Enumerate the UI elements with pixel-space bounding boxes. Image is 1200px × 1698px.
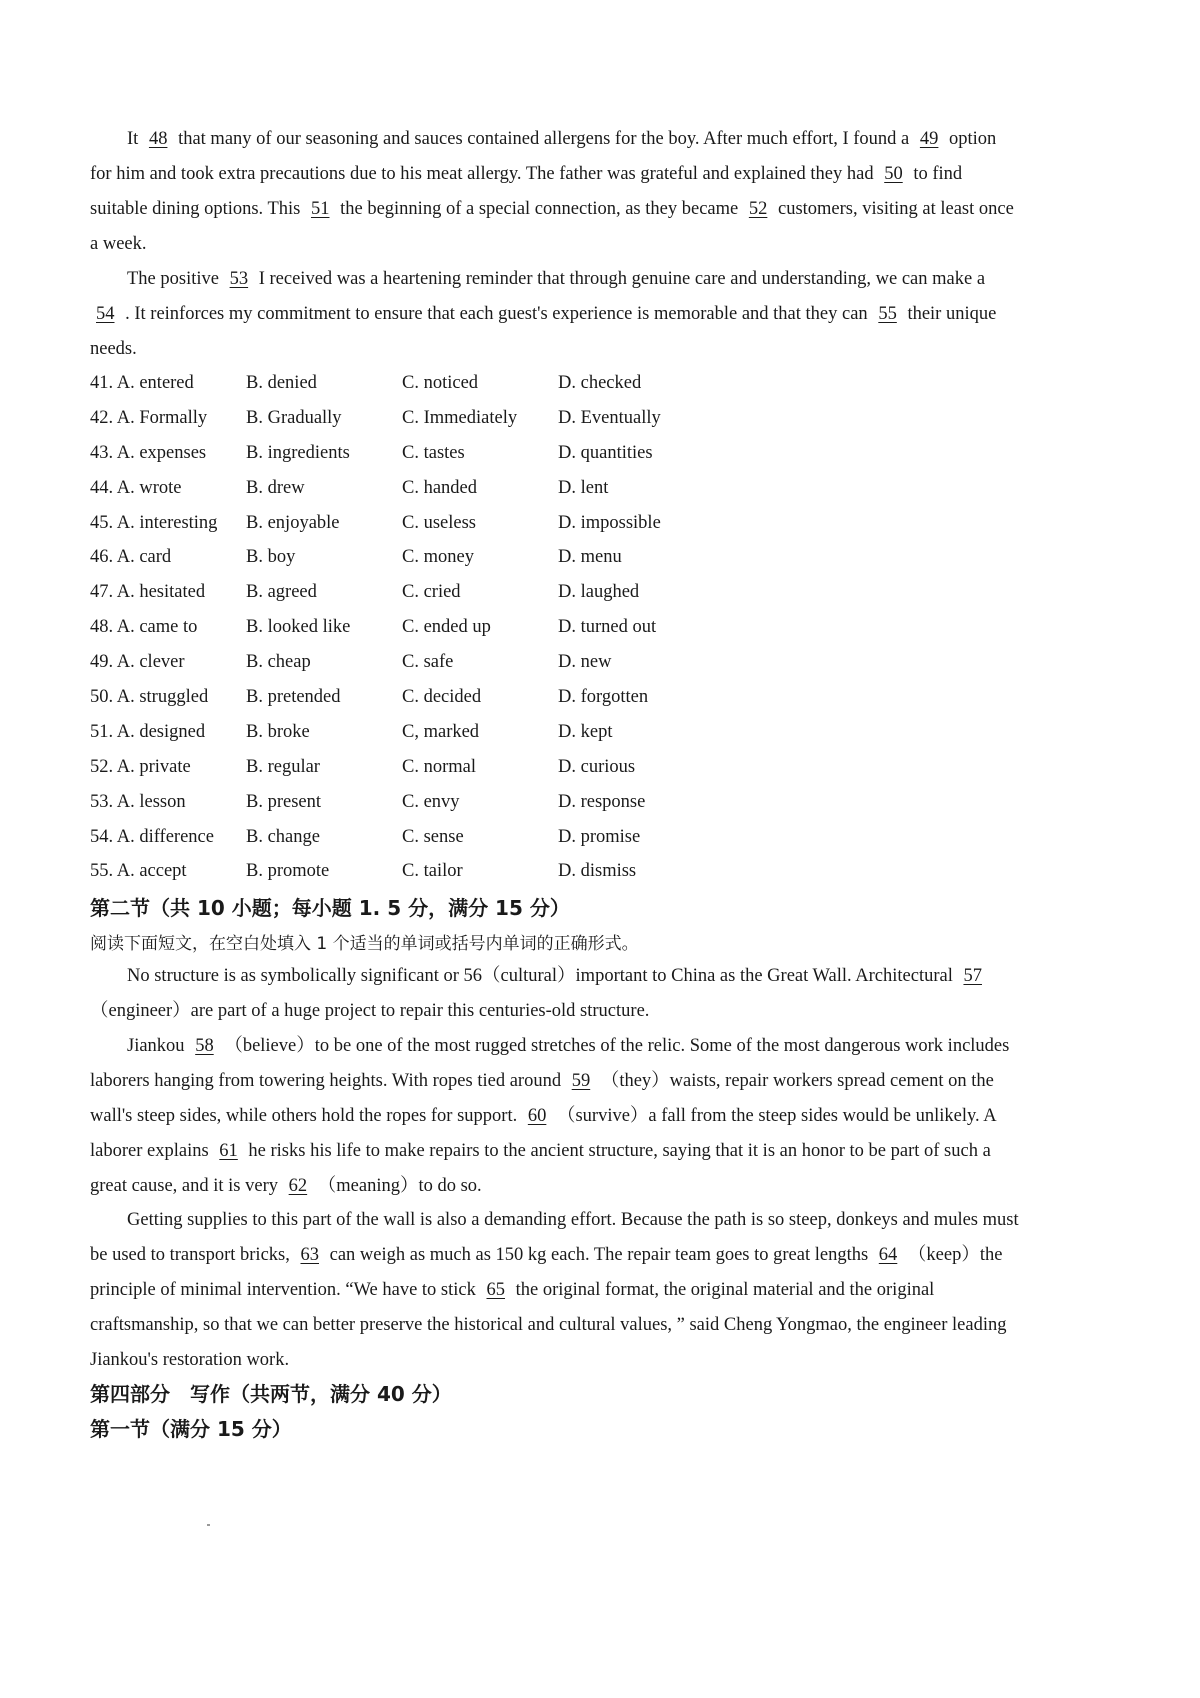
option-c: C. decided <box>402 686 482 707</box>
option-row <box>90 506 718 541</box>
option-row <box>90 645 718 680</box>
blank-59: 59 <box>571 1071 591 1091</box>
option-c: C. cried <box>402 582 461 603</box>
option-row <box>90 610 718 645</box>
blank-49: 49 <box>919 129 939 149</box>
option-a: 52. A. private <box>90 756 191 777</box>
option-b: B. cheap <box>246 652 311 673</box>
answer-options-table <box>90 366 718 889</box>
option-d: D. quantities <box>558 442 653 463</box>
option-d: D. turned out <box>558 617 657 638</box>
option-c: C. envy <box>402 791 460 812</box>
part-4-section-1-heading: 第一节（满分 15 分） <box>90 1417 292 1441</box>
option-b: B. change <box>246 826 320 847</box>
option-b: B. broke <box>246 721 310 742</box>
option-d: D. dismiss <box>558 861 637 882</box>
blank-54: 54 <box>96 304 115 324</box>
option-c: C. tailor <box>402 861 463 882</box>
option-a: 47. A. hesitated <box>90 582 206 603</box>
option-b: B. ingredients <box>246 442 350 463</box>
option-d: D. promise <box>558 826 641 847</box>
option-row <box>90 785 718 820</box>
option-a: 54. A. difference <box>90 826 214 847</box>
option-c: C, marked <box>402 721 480 742</box>
option-row <box>90 820 718 855</box>
option-a: 42. A. Formally <box>90 407 208 428</box>
option-b: B. agreed <box>246 582 317 603</box>
option-a: 55. A. accept <box>90 861 187 882</box>
option-a: 45. A. interesting <box>90 512 218 533</box>
option-d: D. menu <box>558 547 622 568</box>
option-c: C. noticed <box>402 372 479 393</box>
option-c: C. sense <box>402 826 464 847</box>
option-c: C. safe <box>402 652 454 673</box>
option-b: B. promote <box>246 861 330 882</box>
section-2-heading: 第二节（共 10 小题；每小题 1. 5 分，满分 15 分） <box>90 896 570 920</box>
page-mark <box>207 1524 210 1526</box>
blank-58: 58 <box>195 1036 214 1056</box>
blank-52: 52 <box>748 199 768 219</box>
option-row <box>90 715 718 750</box>
grammar-paragraph-1: No structure is as symbolically significant or 56（cultural）important to China as the Great Wall. Architectural 57 （engineer）are part of a huge project to repair this centuries-old structure. <box>90 959 1020 1029</box>
option-row <box>90 366 718 401</box>
option-d: D. curious <box>558 756 636 777</box>
blank-51: 51 <box>310 199 330 219</box>
option-row <box>90 854 718 889</box>
option-d: D. kept <box>558 721 613 742</box>
option-c: C. useless <box>402 512 476 533</box>
option-b: B. present <box>246 791 322 812</box>
blank-53: 53 <box>229 269 249 289</box>
option-a: 53. A. lesson <box>90 791 186 812</box>
option-b: B. regular <box>246 756 320 777</box>
grammar-paragraph-2: Jiankou 58 （believe）to be one of the most rugged stretches of the relic. Some of the most dangerous work includes laborers hanging from towering heights. With ropes tied around 59 （they）waists, repair workers spread cement on the wall's steep sides, while others hold the ropes for support. 60 （survive）a fall from the steep sides would be unlikely. A laborer explains 61 he risks his life to make repairs to the ancient structure, saying that it is an honor to be part of such a great cause, and it is very 62 （meaning）to do so. <box>90 1029 1020 1204</box>
option-d: D. Eventually <box>558 407 661 428</box>
grammar-paragraph-3: Getting supplies to this part of the wall is also a demanding effort. Because the path is so steep, donkeys and mules must be used to transport bricks, 63 can weigh as much as 150 kg each. The repair team goes to great lengths 64 （keep）the principle of minimal intervention. “We have to stick 65 the original format, the original material and the original craftsmanship, so that we can better preserve the historical and cultural values, ” said Cheng Yongmao, the engineer leading Jiankou's restoration work. <box>90 1210 1019 1370</box>
option-c: C. handed <box>402 477 478 498</box>
option-d: D. lent <box>558 477 609 498</box>
option-b: B. Gradually <box>246 407 342 428</box>
option-row <box>90 540 718 575</box>
blank-64: 64 <box>878 1245 898 1265</box>
option-d: D. checked <box>558 372 642 393</box>
option-row <box>90 575 718 610</box>
option-b: B. looked like <box>246 617 351 638</box>
option-a: 51. A. designed <box>90 721 206 742</box>
option-row <box>90 401 718 436</box>
blank-62: 62 <box>288 1176 308 1196</box>
passage-paragraph-2: The positive 53 I received was a heartening reminder that through genuine care and understanding, we can make a 54 . It reinforces my commitment to ensure that each guest's experience is memorable and that they can 55 their unique needs. <box>90 262 1020 367</box>
option-a: 46. A. card <box>90 547 172 568</box>
option-b: B. denied <box>246 372 317 393</box>
section-2-instruction: 阅读下面短文，在空白处填入 1 个适当的单词或括号内单词的正确形式。 <box>90 934 639 954</box>
option-b: B. boy <box>246 547 296 568</box>
option-a: 48. A. came to <box>90 617 198 638</box>
option-c: C. money <box>402 547 474 568</box>
option-a: 44. A. wrote <box>90 477 182 498</box>
blank-61: 61 <box>219 1141 238 1161</box>
blank-57: 57 <box>963 966 982 986</box>
blank-48: 48 <box>148 129 168 149</box>
option-row <box>90 750 718 785</box>
part-4-heading: 第四部分 写作（共两节，满分 40 分） <box>90 1382 452 1406</box>
option-d: D. laughed <box>558 582 640 603</box>
option-b: B. enjoyable <box>246 512 340 533</box>
blank-60: 60 <box>527 1106 547 1126</box>
option-row <box>90 471 718 506</box>
option-b: B. drew <box>246 477 305 498</box>
option-row <box>90 680 718 715</box>
option-d: D. response <box>558 791 646 812</box>
option-c: C. ended up <box>402 617 491 638</box>
option-c: C. Immediately <box>402 407 518 428</box>
option-a: 49. A. clever <box>90 652 185 673</box>
option-d: D. impossible <box>558 512 661 533</box>
passage-paragraph-1: It 48 that many of our seasoning and sauces contained allergens for the boy. After much effort, I found a 49 option for him and took extra precautions due to his meat allergy. The father was grateful and explained they had 50 to find suitable dining options. This 51 the beginning of a special connection, as they became 52 customers, visiting at least once a week. <box>90 122 1020 262</box>
blank-65: 65 <box>486 1280 505 1300</box>
option-row <box>90 436 718 471</box>
option-d: D. forgotten <box>558 686 649 707</box>
option-a: 41. A. entered <box>90 372 194 393</box>
option-c: C. tastes <box>402 442 465 463</box>
option-d: D. new <box>558 652 612 673</box>
option-c: C. normal <box>402 756 476 777</box>
blank-50: 50 <box>884 164 903 184</box>
option-b: B. pretended <box>246 686 341 707</box>
blank-63: 63 <box>300 1245 319 1265</box>
option-a: 50. A. struggled <box>90 686 209 707</box>
blank-55: 55 <box>878 304 897 324</box>
option-a: 43. A. expenses <box>90 442 207 463</box>
